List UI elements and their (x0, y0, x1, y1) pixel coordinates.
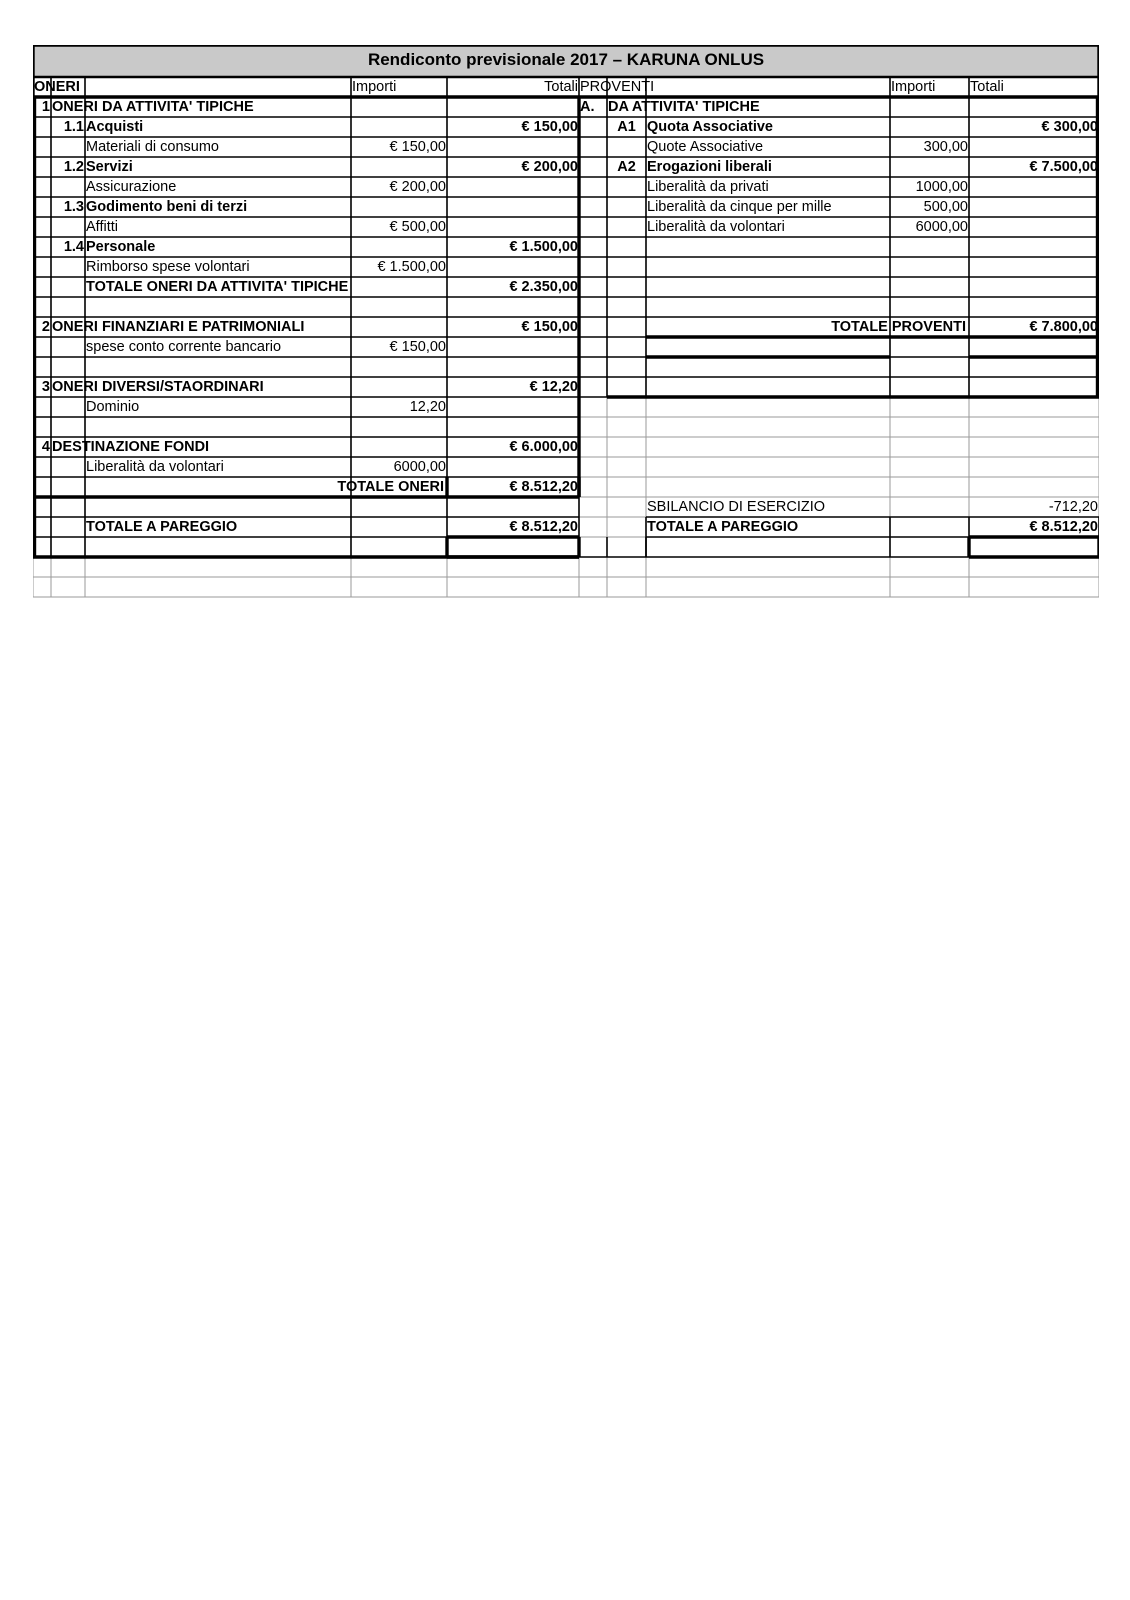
pareggio-right-value: € 8.512,20 (1029, 519, 1098, 535)
oneri-item-label: Materiali di consumo (86, 139, 219, 155)
proventi-item-label: Liberalità da cinque per mille (647, 199, 832, 215)
oneri-section-label: ONERI DA ATTIVITA' TIPICHE (52, 99, 254, 115)
oneri-subsection-label: Personale (86, 239, 156, 255)
pareggio-right-label: TOTALE A PAREGGIO (647, 519, 799, 535)
oneri-item-amount: € 150,00 (389, 339, 446, 355)
proventi-subsection-number: A1 (617, 119, 636, 135)
oneri-section-total: € 150,00 (521, 319, 578, 335)
oneri-item-label: Dominio (86, 399, 140, 415)
oneri-section-label: DESTINAZIONE FONDI (52, 439, 210, 455)
sbilancio-value: -712,20 (1048, 499, 1098, 515)
oneri-item-amount: € 150,00 (389, 139, 446, 155)
oneri-section-label: ONERI FINANZIARI E PATRIMONIALI (52, 319, 305, 335)
proventi-section-label: DA ATTIVITA' TIPICHE (608, 99, 760, 115)
totale-proventi-value: € 7.800,00 (1029, 319, 1098, 335)
header-importi-left: Importi (352, 79, 397, 95)
oneri-section-number: 2 (41, 319, 50, 335)
oneri-subsection-label: Acquisti (86, 119, 144, 135)
oneri-item-label: Affitti (86, 219, 118, 235)
proventi-subsection-total: € 7.500,00 (1029, 159, 1098, 175)
oneri-section-number: 3 (41, 379, 50, 395)
oneri-subsection-total: € 150,00 (521, 119, 578, 135)
proventi-item-label: Quote Associative (647, 139, 764, 155)
totale-oneri-label: TOTALE ONERI (337, 479, 444, 495)
oneri-subtotal-label: TOTALE ONERI DA ATTIVITA' TIPICHE (86, 279, 349, 295)
oneri-subsection-total: € 1.500,00 (509, 239, 578, 255)
oneri-item-amount: 6000,00 (393, 459, 446, 475)
oneri-section-total: € 6.000,00 (509, 439, 578, 455)
oneri-section-number: 1 (41, 99, 50, 115)
proventi-subsection-total: € 300,00 (1041, 119, 1098, 135)
oneri-item-amount: € 200,00 (389, 179, 446, 195)
oneri-subsection-number: 1.1 (63, 119, 84, 135)
oneri-item-amount: € 1.500,00 (377, 259, 446, 275)
oneri-item-amount: 12,20 (409, 399, 446, 415)
totale-proventi-label: TOTALE PROVENTI (831, 319, 966, 335)
oneri-section-total: € 12,20 (529, 379, 578, 395)
oneri-subsection-number: 1.3 (63, 199, 84, 215)
oneri-subsection-label: Godimento beni di terzi (86, 199, 248, 215)
sheet-title: Rendiconto previsionale 2017 – KARUNA ONLUS (367, 50, 765, 69)
proventi-item-label: Liberalità da volontari (647, 219, 785, 235)
proventi-item-amount: 6000,00 (915, 219, 968, 235)
oneri-section-label: ONERI DIVERSI/STAORDINARI (52, 379, 264, 395)
oneri-section-number: 4 (41, 439, 50, 455)
proventi-subsection-label: Erogazioni liberali (647, 159, 772, 175)
proventi-item-label: Liberalità da privati (647, 179, 769, 195)
oneri-item-amount: € 500,00 (389, 219, 446, 235)
oneri-subsection-label: Servizi (86, 159, 133, 175)
proventi-subsection-label: Quota Associative (647, 119, 773, 135)
oneri-item-label: spese conto corrente bancario (86, 339, 282, 355)
proventi-subsection-number: A2 (617, 159, 636, 175)
header-oneri: ONERI (34, 79, 80, 95)
proventi-item-amount: 1000,00 (915, 179, 968, 195)
pareggio-left-value: € 8.512,20 (509, 519, 578, 535)
header-totali-right: Totali (970, 79, 1004, 95)
header-totali-left: Totali (544, 79, 578, 95)
oneri-item-label: Rimborso spese volontari (86, 259, 250, 275)
header-importi-right: Importi (891, 79, 936, 95)
oneri-item-label: Liberalità da volontari (86, 459, 224, 475)
pareggio-left-label: TOTALE A PAREGGIO (86, 519, 238, 535)
oneri-subsection-total: € 200,00 (521, 159, 578, 175)
proventi-item-amount: 300,00 (923, 139, 968, 155)
totale-oneri-value: € 8.512,20 (509, 479, 578, 495)
proventi-item-amount: 500,00 (923, 199, 968, 215)
budget-sheet (33, 45, 1099, 860)
oneri-item-label: Assicurazione (86, 179, 177, 195)
oneri-subtotal-value: € 2.350,00 (509, 279, 578, 295)
header-proventi: PROVENTI (580, 79, 655, 95)
proventi-section-number: A. (580, 99, 595, 115)
oneri-subsection-number: 1.2 (63, 159, 84, 175)
sbilancio-label: SBILANCIO DI ESERCIZIO (647, 499, 826, 515)
oneri-subsection-number: 1.4 (63, 239, 84, 255)
